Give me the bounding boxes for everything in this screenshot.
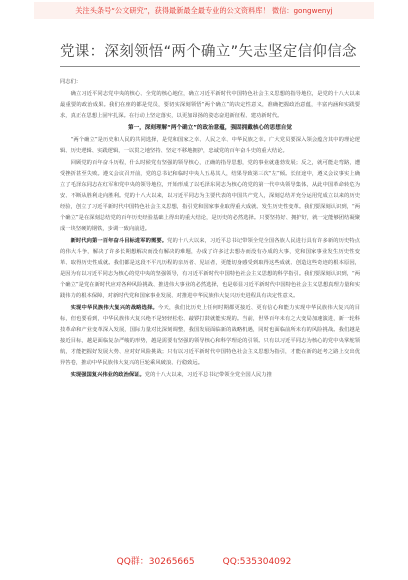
qq-number-text: QQ:535304092 (222, 557, 292, 567)
section-heading: 第一，深刻理解“两个确立”的政治意蕴，强固拥戴核心的思想自觉 (128, 125, 292, 131)
body-paragraph: 回顾党的百年奋斗历程，什么时候党有坚强的领导核心，正确的指导思想，党的事业就蓬勃发展；反之，就可能走弯路，遭受挫折甚至失败。遵义会议召开前，党的总书记和临时中央人五易其人，结果导致第三次“左”倾。长征途中，遵义会议事实上确立了毛泽东同志在红军和党中央的领导地位，开始形成了以毛泽东同志为核心的党的第一代中央领导集体，从此中国革命转危为安、不断从胜利走向胜利。党的十八大以来，以习近平同志为主要代表的中国共产党人，深刻总结并充分运用党成立以来的历史经验，创立了习近平新时代中国特色社会主义思想，指引党和国家事业取得重大成就、发生历史性变革。我们要深刻认识到，“两个确立”是在深刻总结党的百年历史经验基础上得出的重大结论，是历史的必然选择。只要坚持好、拥护好，就一定能够团结凝聚成一块坚硬的钢铁，步调一致向前进。 (60, 160, 360, 232)
promo-banner: 关注头条号“公文研究”，获得最新最全最专业的公文资料库！ 微信：gongwenyj (34, 2, 374, 19)
paragraph-text: 今天，我们比历史上任何时期都更接近、更有信心和能力实现中华民族伟大复兴的目标，但也要看到，中华民族伟大复兴绝不是轻轻松松、敲锣打鼓就能实现的。当前，世界百年未有之大变局加速演进，新一轮科技革命和产业变革深入发展，国际力量对比深刻调整，我国发展面临新的战略机遇，同时也面临前所未有的风险挑战。我们越是接近目标，越是面临复杂严峻的形势，越是需要有坚强的领导核心和科学理论的引领。只有以习近平同志为核心的党中央掌舵领航，才能把握好发展大势、应对好风险挑战；只有以习近平新时代中国特色社会主义思想为指引，才能在新的赶考之路上交出优异答卷，推动中华民族伟大复兴的巨轮乘风破浪、行稳致远。 (60, 305, 360, 366)
qq-group-text: QQ群：30265665 (116, 557, 195, 567)
paragraph-lead: 实现中华民族伟大复兴的战略选择。 (70, 305, 159, 311)
paragraph-lead: 实现强国复兴伟业的政治保证。 (70, 372, 145, 378)
body-paragraph (60, 303, 360, 369)
paragraph-text: 党的十八大以来，习近平总书记带领全党全国人民力推 (144, 372, 272, 378)
contact-footer (0, 554, 408, 567)
document-title: 党课：深刻领悟“两个确立”矢志坚定信仰信念 (60, 44, 357, 60)
paragraph-text: 党的十八大以来，习近平总书记带领全党全国各族人民进行具有许多新的历史特点的伟大斗争，解决了许多长期想解决而没有解决的难题，办成了许多过去想办而没有办成的大事，党和国家事业发生历史性变革、取得历史性成就。我们都是这段不平凡历程的亲历者、见证者，更能切身感受到取得这些成就、创造这些奇迹的根本原因，是因为有以习近平同志为核心的党中央的坚强领导，有习近平新时代中国特色社会主义思想的科学指引。我们要深刻认识到，“两个确立”是党在新时代应对各种风险挑战、推进伟大事业的必然选择，也是彰显习近平新时代中国特色社会主义思想真理力量和实践伟力的根本保障，对新时代党和国家事业发展、对推进中华民族伟大复兴历史进程具有决定性意义。 (60, 238, 360, 299)
intro-paragraph: 确立习近平同志党中央的核心、全党的核心地位，确立习近平新时代中国特色社会主义思想的指导地位，是党的十八大以来最重要的政治成果。我们在座的都是党员，要切实深刻领悟“两个确立”的决定性意义，准确把握政治意蕴，丰富内涵和实践要求，真正在思想上固牢扎深。在行动上坚定落实，以更加昂扬的姿态奋进新征程、建功新时代。 (60, 91, 360, 119)
body-paragraph (60, 236, 360, 302)
salutation: 同志们： (60, 79, 82, 85)
title-divider (60, 66, 360, 67)
document-body (60, 77, 360, 381)
paragraph-lead: 新时代向第一百年奋斗目标进军的需要。 (70, 238, 168, 244)
body-paragraph (60, 370, 360, 381)
body-paragraph: “两个确立”是历史和人民的共同选择，是党和国家之幸、人民之幸、中华民族之幸。广大党员要深入领会蕴含其中的理论逻辑、历史逻辑、实践逻辑，一以贯之地坚持、坚定不移地拥护，忠诚党的百年奋斗史的重大结论。 (60, 137, 360, 154)
